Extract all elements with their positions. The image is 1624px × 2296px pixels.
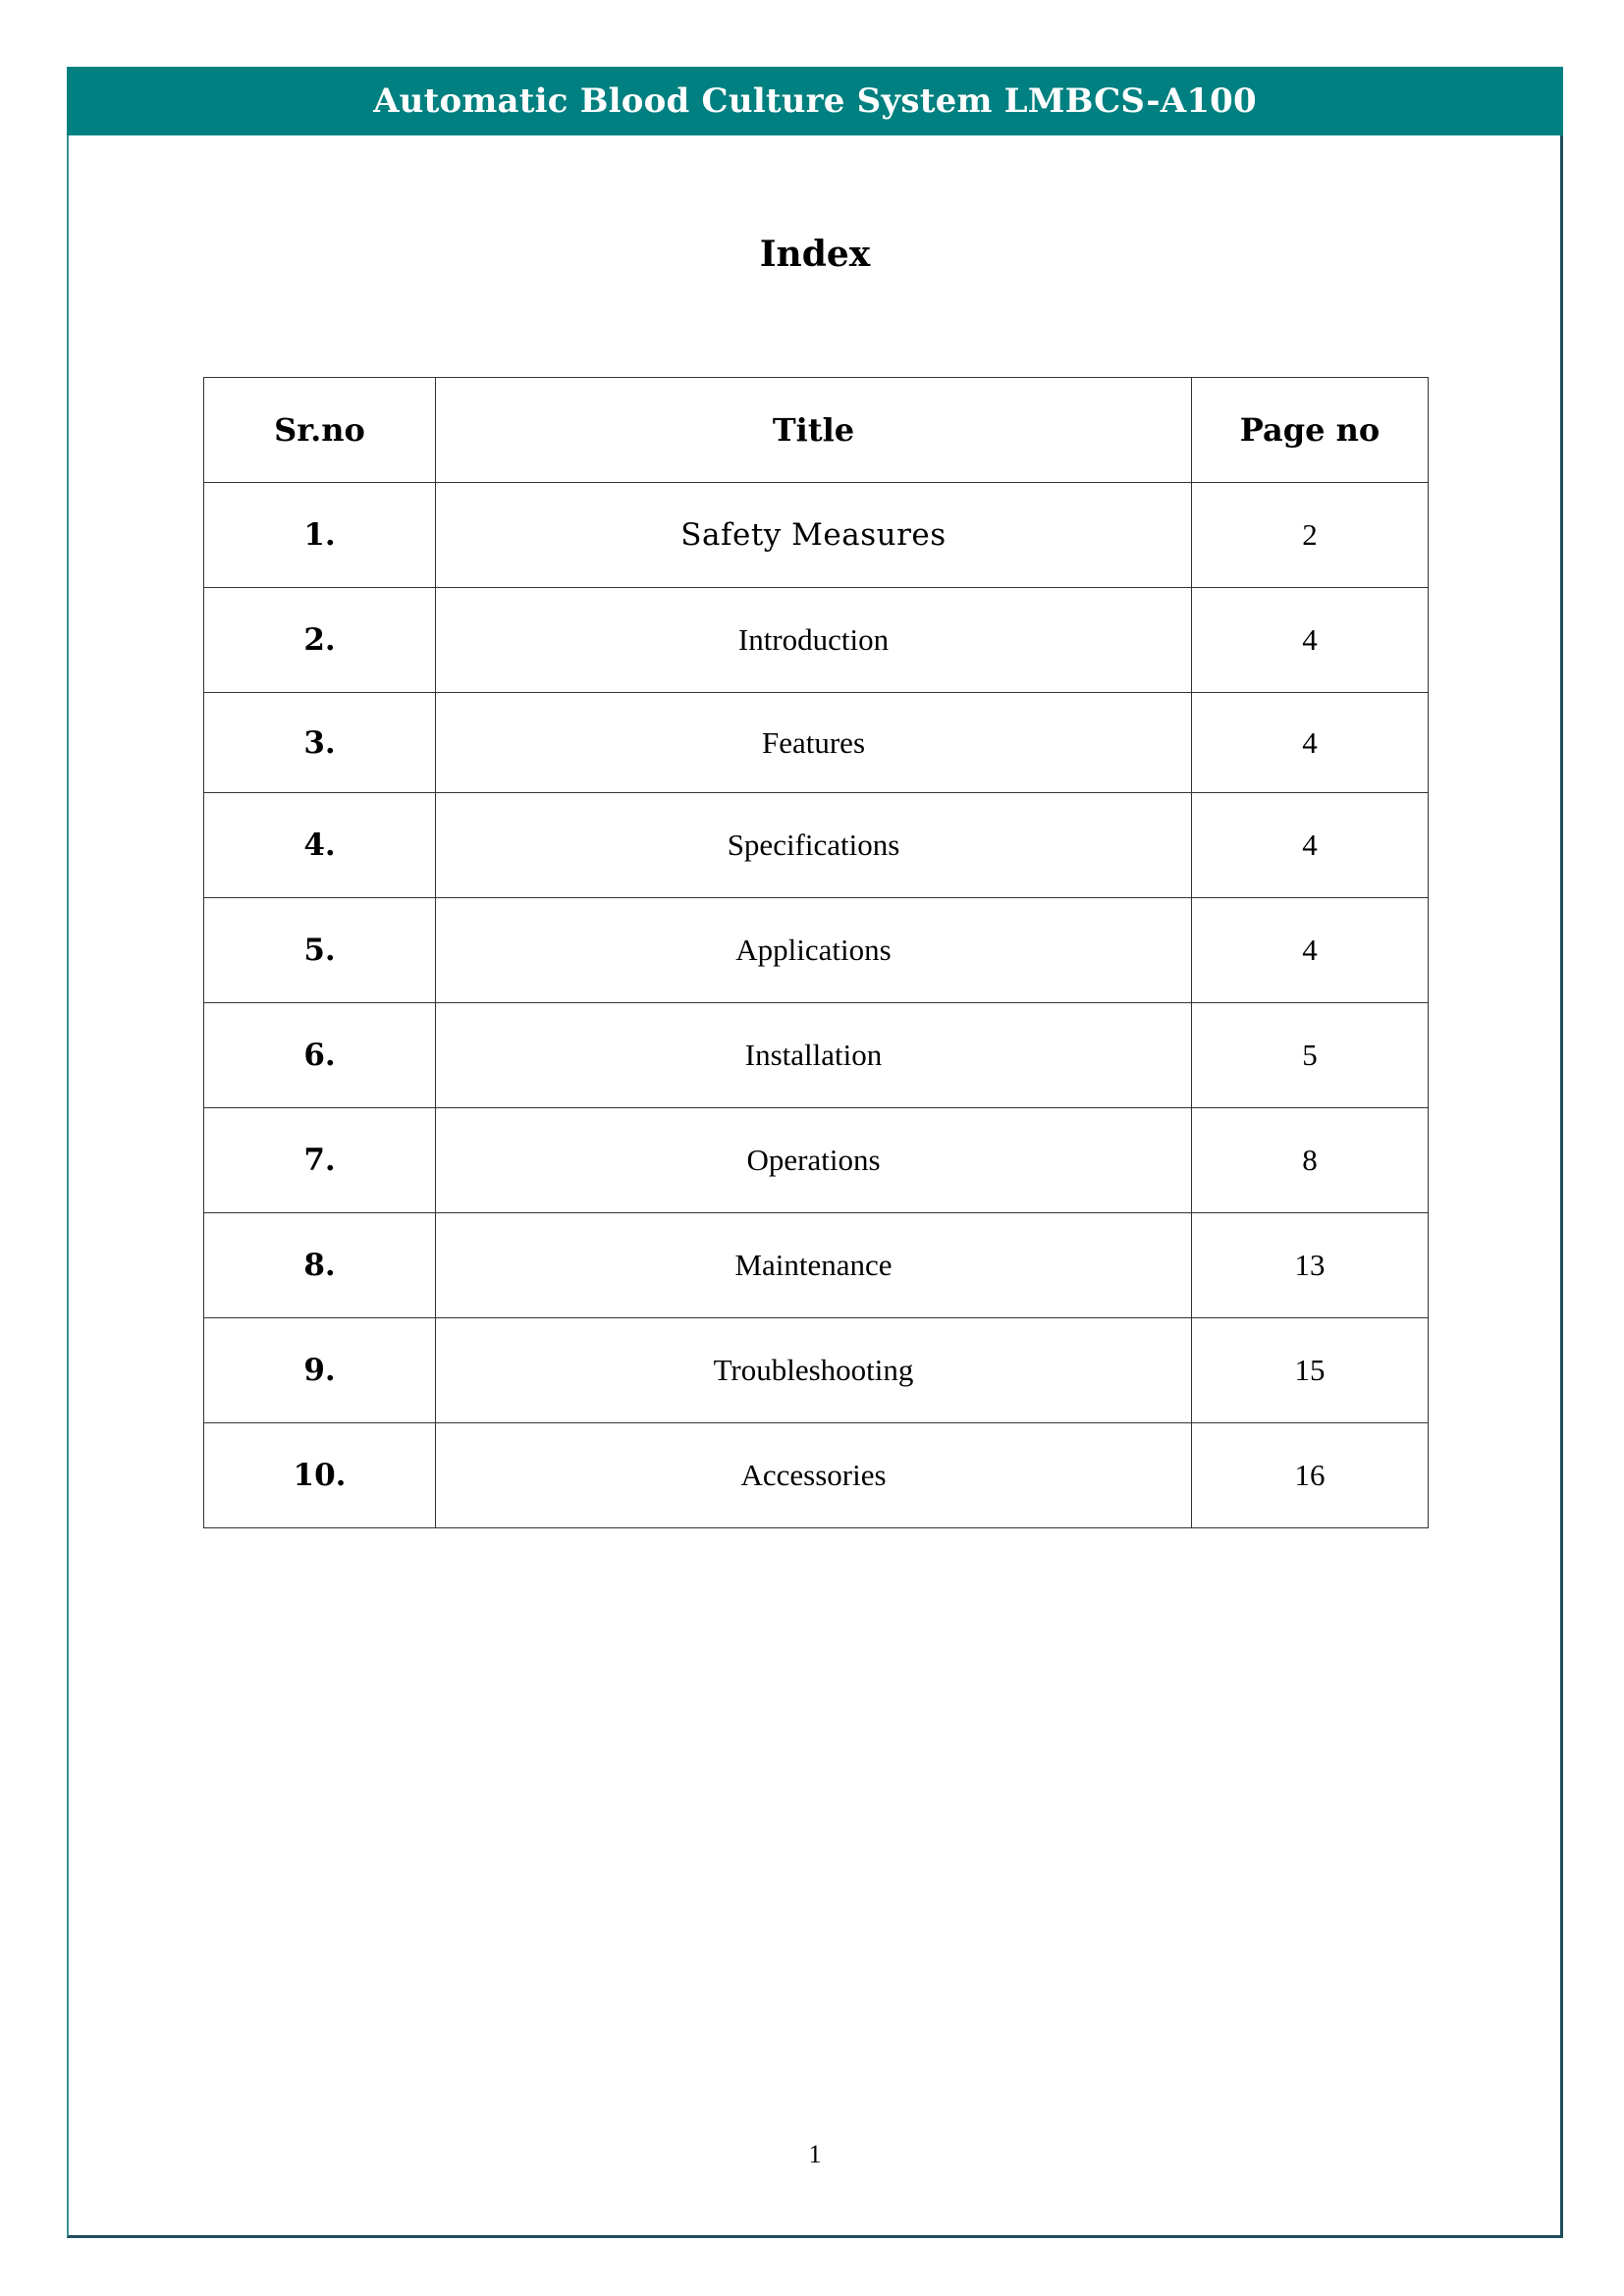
page-no-cell: 16 [1192, 1423, 1429, 1528]
sr-no-cell: 9. [204, 1318, 436, 1423]
document-header [67, 67, 1563, 135]
title-cell: Specifications [436, 793, 1192, 898]
page-no-cell: 5 [1192, 1003, 1429, 1108]
index-heading: Index [759, 234, 871, 275]
page-no-cell: 2 [1192, 483, 1429, 588]
title-cell: Operations [436, 1108, 1192, 1213]
page-no-cell: 4 [1192, 693, 1429, 793]
title-cell: Troubleshooting [436, 1318, 1192, 1423]
table-row [204, 588, 1429, 693]
page-no-cell: 15 [1192, 1318, 1429, 1423]
title-cell: Features [436, 693, 1192, 793]
page-no-cell: 4 [1192, 793, 1429, 898]
page-number: 1 [808, 2140, 822, 2168]
sr-no-cell: 8. [204, 1213, 436, 1318]
page-no-cell: 13 [1192, 1213, 1429, 1318]
index-table [203, 377, 1429, 1528]
sr-no-cell: 5. [204, 898, 436, 1003]
sr-no-cell: 6. [204, 1003, 436, 1108]
table-row [204, 693, 1429, 793]
table-header-row [204, 378, 1429, 483]
page-no-cell: 4 [1192, 588, 1429, 693]
column-header-title: Title [436, 378, 1192, 483]
table-row [204, 1003, 1429, 1108]
sr-no-cell: 10. [204, 1423, 436, 1528]
title-cell: Installation [436, 1003, 1192, 1108]
sr-no-cell: 1. [204, 483, 436, 588]
table-row [204, 1318, 1429, 1423]
sr-no-cell: 4. [204, 793, 436, 898]
page-no-cell: 8 [1192, 1108, 1429, 1213]
table-row [204, 1423, 1429, 1528]
sr-no-cell: 3. [204, 693, 436, 793]
title-cell: Maintenance [436, 1213, 1192, 1318]
header-title: Automatic Blood Culture System LMBCS-A100 [373, 81, 1257, 121]
title-cell: Safety Measures [436, 483, 1192, 588]
sr-no-cell: 2. [204, 588, 436, 693]
title-cell: Applications [436, 898, 1192, 1003]
table-row [204, 898, 1429, 1003]
page-no-cell: 4 [1192, 898, 1429, 1003]
title-cell: Introduction [436, 588, 1192, 693]
title-cell: Accessories [436, 1423, 1192, 1528]
column-header-sr-no: Sr.no [204, 378, 436, 483]
column-header-page-no: Page no [1192, 378, 1429, 483]
table-row [204, 1108, 1429, 1213]
sr-no-cell: 7. [204, 1108, 436, 1213]
table-row [204, 793, 1429, 898]
table-row [204, 483, 1429, 588]
table-row [204, 1213, 1429, 1318]
